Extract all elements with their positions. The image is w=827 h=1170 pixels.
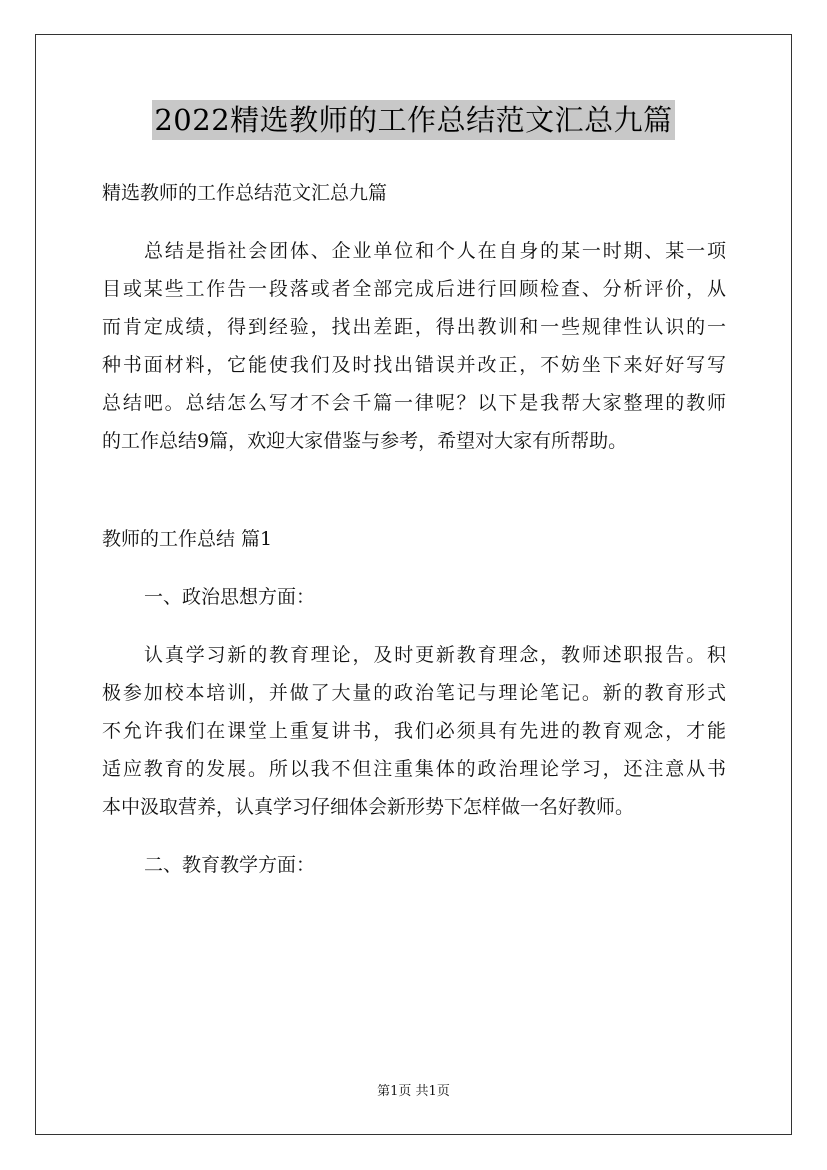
paragraph-line: 的工作总结9篇，欢迎大家借鉴与参考，希望对大家有所帮助。 bbox=[102, 430, 628, 452]
item-heading-teaching: 二、教育教学方面： bbox=[144, 854, 316, 876]
paragraph-line: 总结是指社会团体、企业单位和个人在自身的某一时期、某一项 bbox=[144, 240, 726, 262]
paragraph-line: 极参加校本培训，并做了大量的政治笔记与理论笔记。新的教育形式 bbox=[102, 682, 726, 704]
paragraph-line: 认真学习新的教育理论，及时更新教育理念，教师述职报告。积 bbox=[144, 644, 726, 666]
document-body bbox=[102, 174, 726, 884]
item-heading-politics: 一、政治思想方面： bbox=[144, 586, 316, 608]
page-footer: 第1页 共1页 bbox=[377, 1084, 450, 1099]
paragraph-line: 总结吧。总结怎么写才不会千篇一律呢？以下是我帮大家整理的教师 bbox=[102, 392, 726, 414]
section-heading: 教师的工作总结 篇1 bbox=[102, 528, 273, 550]
paragraph-line: 本中汲取营养，认真学习仔细体会新形势下怎样做一名好教师。 bbox=[102, 796, 635, 818]
paragraph-line: 种书面材料，它能使我们及时找出错误并改正，不妨坐下来好好写写 bbox=[102, 354, 726, 376]
paragraph-line: 而肯定成绩，得到经验，找出差距，得出教训和一些规律性认识的一 bbox=[102, 316, 726, 338]
politics-paragraph bbox=[102, 636, 726, 826]
paragraph-line: 目或某些工作告一段落或者全部完成后进行回顾检查、分析评价，从 bbox=[102, 278, 726, 300]
document-subtitle: 精选教师的工作总结范文汇总九篇 bbox=[102, 182, 388, 204]
title-container bbox=[0, 100, 827, 140]
document-title: 2022精选教师的工作总结范文汇总九篇 bbox=[152, 100, 674, 140]
paragraph-line: 不允许我们在课堂上重复讲书，我们必须具有先进的教育观念，才能 bbox=[102, 720, 726, 742]
intro-paragraph bbox=[102, 232, 726, 460]
paragraph-line: 适应教育的发展。所以我不但注重集体的政治理论学习，还注意从书 bbox=[102, 758, 726, 780]
